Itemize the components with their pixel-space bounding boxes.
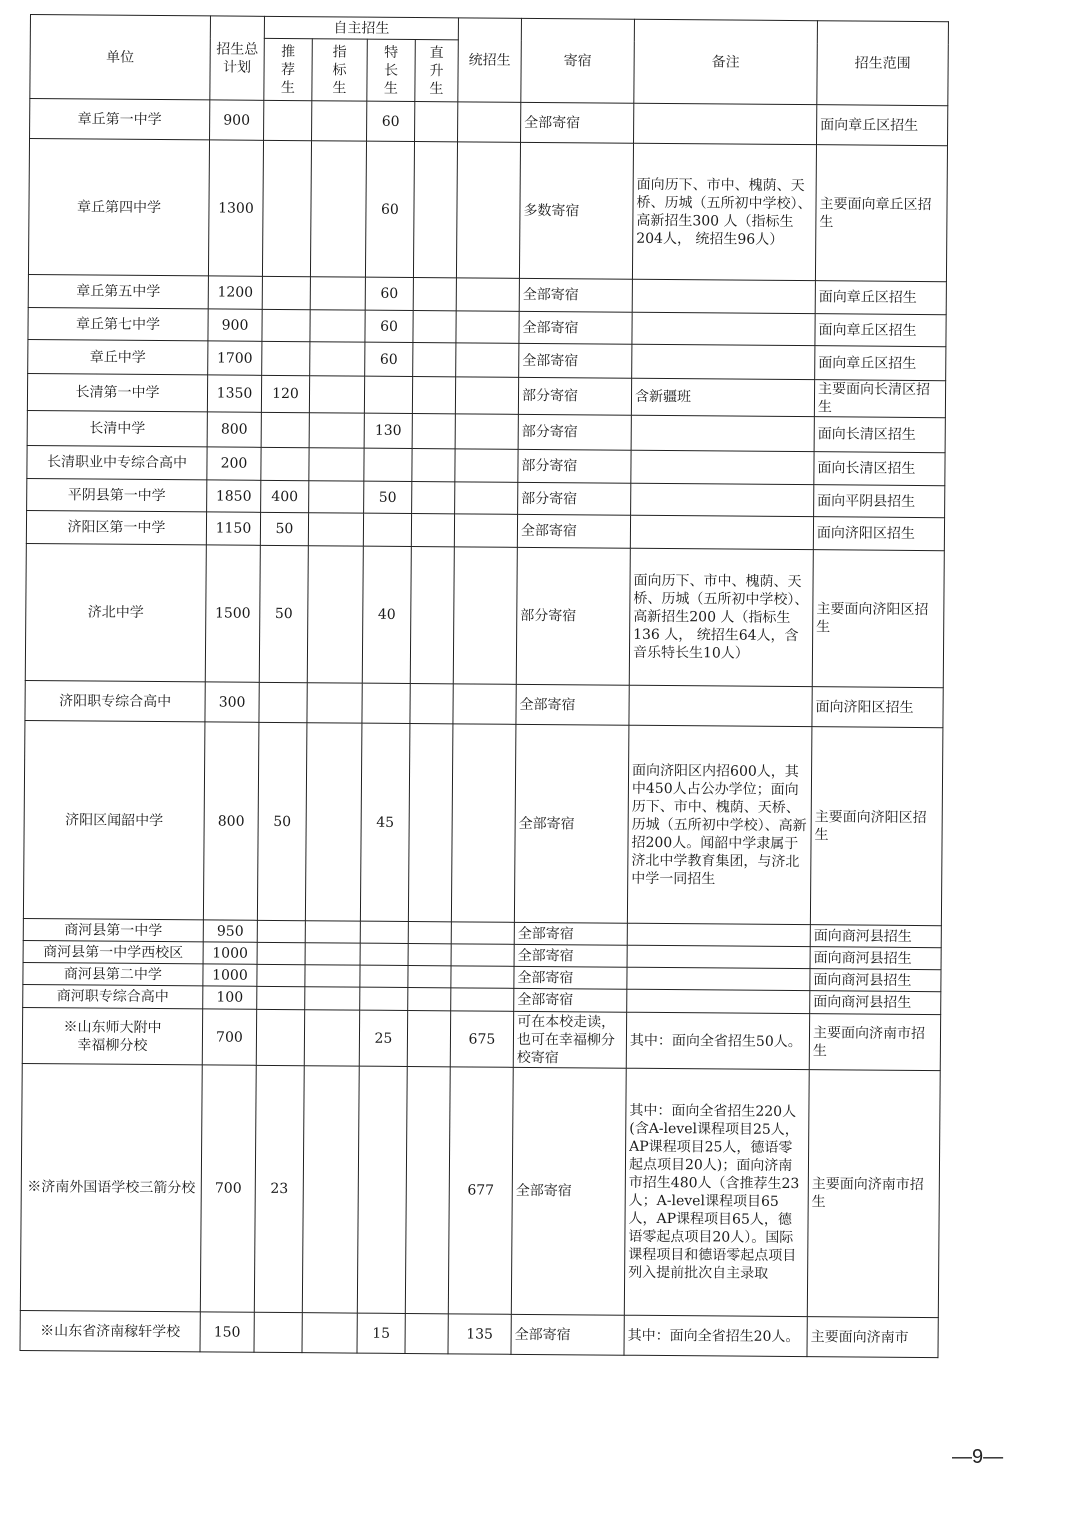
total-cell: 1300 — [208, 140, 263, 276]
direct-cell — [407, 1010, 450, 1066]
unified-cell — [456, 142, 520, 278]
boarding-cell: 部分寄宿 — [518, 482, 631, 515]
total-cell: 1500 — [205, 545, 260, 682]
recommended-cell — [264, 100, 312, 140]
quota-cell — [307, 683, 362, 723]
specialty-cell: 60 — [367, 101, 415, 141]
header-total-plan-text: 招生总计划 — [216, 40, 259, 76]
total-cell: 800 — [207, 412, 261, 447]
unified-cell — [451, 724, 516, 922]
scope-cell: 面向平阴县招生 — [814, 485, 945, 518]
scope-cell: 主要面向济南市 — [807, 1317, 938, 1358]
total-cell: 300 — [205, 682, 259, 722]
header-boarding: 寄宿 — [521, 18, 635, 103]
specialty-cell — [360, 965, 408, 987]
recommended-cell: 400 — [261, 480, 309, 512]
direct-cell — [405, 1066, 450, 1313]
total-cell: 900 — [208, 309, 262, 341]
unit-cell: 章丘第五中学 — [28, 274, 208, 308]
remarks-cell — [632, 279, 815, 313]
recommended-cell: 120 — [261, 375, 309, 412]
table-row — [28, 139, 947, 282]
remarks-cell: 其中：面向全省招生50人。 — [626, 1012, 809, 1069]
unit-cell: 章丘中学 — [28, 339, 208, 374]
table-row — [20, 1310, 938, 1357]
remarks-cell: 面向历下、市中、槐荫、天桥、历城（五所初中学校）、高新招生300 人（指标生204人， 统招生96人） — [632, 143, 816, 280]
remarks-cell — [631, 450, 814, 484]
quota-cell — [309, 376, 364, 413]
specialty-cell — [363, 513, 411, 546]
header-specialty-text: 特长生 — [383, 44, 399, 97]
unit-cell: 章丘第一中学 — [30, 99, 210, 140]
quota-cell — [305, 921, 360, 943]
recommended-cell — [257, 920, 305, 942]
recommended-cell — [261, 447, 309, 480]
header-direct-text: 直升生 — [429, 44, 444, 97]
unified-cell — [455, 482, 518, 514]
unit-cell: ※山东省济南稼轩学校 — [20, 1310, 200, 1351]
unified-cell — [451, 922, 514, 944]
scope-cell: 主要面向章丘区招生 — [815, 145, 947, 282]
scope-cell: 面向长清区招生 — [814, 452, 945, 486]
quota-cell — [310, 310, 365, 342]
quota-cell — [309, 413, 364, 448]
direct-cell — [412, 449, 455, 482]
recommended-cell: 50 — [260, 512, 308, 545]
unit-cell: 商河县第一中学 — [23, 918, 203, 941]
direct-cell — [408, 987, 451, 1010]
total-cell: 700 — [200, 1065, 256, 1312]
header-total-plan — [210, 16, 265, 100]
recommended-cell: 23 — [254, 1065, 304, 1312]
total-cell: 1350 — [207, 375, 261, 412]
boarding-cell: 多数寄宿 — [519, 142, 633, 279]
remarks-cell: 含新疆班 — [631, 378, 814, 416]
scope-cell: 面向商河县招生 — [810, 947, 941, 970]
header-self-enroll: 自主招生 — [264, 16, 458, 40]
quota-cell — [309, 481, 364, 513]
quota-cell — [312, 101, 367, 141]
unit-cell: 章丘第七中学 — [28, 307, 208, 340]
total-cell: 700 — [202, 1009, 256, 1065]
quota-cell — [302, 1066, 359, 1313]
quota-cell — [305, 723, 362, 921]
total-cell: 950 — [203, 920, 257, 942]
unit-cell: 商河县第一中学西校区 — [23, 940, 203, 963]
direct-cell — [408, 921, 451, 943]
boarding-cell: 全部寄宿 — [519, 343, 632, 378]
boarding-cell: 部分寄宿 — [516, 547, 630, 685]
scope-cell: 面向章丘区招生 — [815, 314, 946, 347]
quota-cell — [309, 448, 364, 481]
header-unit: 单位 — [30, 15, 211, 100]
direct-cell — [413, 311, 456, 343]
boarding-cell: 全部寄宿 — [514, 724, 629, 923]
direct-cell — [413, 278, 456, 311]
boarding-cell: 全部寄宿 — [517, 514, 630, 548]
unified-cell: 677 — [448, 1067, 513, 1314]
total-cell: 900 — [210, 100, 264, 140]
table-row — [22, 1007, 940, 1070]
header-recommended — [264, 38, 312, 100]
specialty-cell: 60 — [365, 277, 413, 310]
scope-cell: 主要面向长清区招生 — [814, 380, 945, 418]
unit-cell: 章丘第四中学 — [28, 139, 209, 276]
specialty-cell: 25 — [359, 1010, 407, 1066]
remarks-cell — [634, 103, 817, 144]
unit-cell: 济北中学 — [25, 543, 206, 681]
quota-cell — [305, 987, 360, 1010]
recommended-cell — [261, 412, 309, 447]
specialty-cell — [357, 1066, 407, 1313]
recommended-cell: 50 — [259, 545, 308, 682]
unit-cell: ※济南外国语学校三箭分校 — [20, 1063, 202, 1311]
total-cell: 150 — [200, 1312, 254, 1352]
specialty-cell: 45 — [360, 723, 410, 921]
boarding-cell: 全部寄宿 — [511, 1314, 624, 1355]
quota-cell — [305, 943, 360, 965]
total-cell: 1850 — [207, 480, 261, 512]
boarding-cell: 可在本校走读，也可在幸福柳分校寄宿 — [513, 1011, 626, 1068]
unified-cell — [456, 343, 519, 377]
specialty-cell: 15 — [357, 1313, 405, 1353]
header-scope: 招生范围 — [817, 21, 949, 106]
unit-cell: 长清中学 — [27, 410, 207, 446]
direct-cell — [408, 965, 451, 987]
direct-cell — [412, 377, 455, 414]
header-unified: 统招生 — [458, 18, 522, 102]
header-quota — [312, 39, 367, 101]
specialty-cell: 40 — [362, 546, 411, 683]
unified-cell — [453, 684, 516, 724]
specialty-cell: 50 — [364, 481, 412, 513]
scope-cell: 面向商河县招生 — [810, 991, 941, 1015]
scope-cell: 主要面向济南市招生 — [809, 1014, 940, 1071]
remarks-cell — [629, 685, 812, 726]
scope-cell: 面向章丘区招生 — [815, 346, 946, 381]
remarks-cell — [631, 415, 814, 451]
unit-cell: 济阳区闻韶中学 — [23, 720, 205, 919]
direct-cell — [413, 142, 457, 278]
unified-cell — [451, 966, 514, 988]
header-recommended-text: 推荐生 — [280, 43, 296, 96]
unified-cell — [454, 514, 517, 547]
boarding-cell: 全部寄宿 — [514, 966, 627, 989]
direct-cell — [411, 514, 454, 547]
unified-cell — [451, 988, 514, 1011]
quota-cell — [308, 513, 363, 546]
scope-cell: 面向济阳区招生 — [813, 517, 944, 551]
table-row — [20, 1063, 940, 1317]
boarding-cell: 全部寄宿 — [519, 278, 632, 312]
page-number: —9— — [952, 1446, 1004, 1468]
scope-cell: 面向章丘区招生 — [816, 105, 947, 146]
quota-cell — [307, 546, 363, 683]
table-row — [25, 543, 944, 687]
remarks-cell: 其中：面向全省招生220人(含A-level课程项目25人，AP课程项目25人，德语零起点项目20人)；面向济南市招生480人（含推荐生23人；A-level课程项目65人，AP课程项目65人，德语零起点项目20人）。国际课程项目和德语零起点项目列入提前批次自主录取 — [624, 1068, 809, 1316]
unit-cell: 商河县第二中学 — [23, 962, 203, 985]
specialty-cell — [364, 448, 412, 481]
unit-cell: 长清第一中学 — [27, 373, 207, 411]
unified-cell — [456, 278, 519, 311]
boarding-cell: 部分寄宿 — [518, 414, 631, 450]
direct-cell — [413, 343, 456, 377]
direct-cell — [412, 482, 455, 514]
specialty-cell — [360, 943, 408, 965]
boarding-cell: 部分寄宿 — [518, 449, 631, 483]
total-cell: 200 — [207, 447, 261, 480]
specialty-cell: 60 — [365, 310, 413, 342]
quota-cell — [304, 1010, 359, 1066]
unified-cell — [451, 944, 514, 966]
boarding-cell: 全部寄宿 — [521, 102, 634, 143]
quota-cell — [305, 965, 360, 987]
unit-cell: 济阳区第一中学 — [26, 510, 206, 544]
remarks-cell — [627, 989, 810, 1013]
boarding-cell: 全部寄宿 — [519, 311, 632, 344]
boarding-cell: 全部寄宿 — [516, 684, 629, 725]
remarks-cell — [627, 967, 810, 990]
remarks-cell — [627, 923, 810, 946]
unified-cell — [455, 414, 518, 449]
boarding-cell: 全部寄宿 — [511, 1067, 626, 1315]
recommended-cell — [262, 140, 311, 276]
scope-cell: 主要面向济阳区招生 — [812, 550, 944, 688]
header-specialty — [367, 39, 415, 101]
remarks-cell: 面向历下、市中、槐荫、天桥、历城（五所初中学校）、高新招生200 人（指标生136 人， 统招生64人，含音乐特长生10人） — [629, 548, 813, 686]
quota-cell — [310, 141, 366, 277]
recommended-cell — [257, 986, 305, 1009]
unit-cell: 平阴县第一中学 — [27, 478, 207, 511]
specialty-cell — [364, 376, 412, 413]
table-row — [23, 720, 943, 925]
unified-cell — [456, 311, 519, 343]
unit-cell: ※山东师大附中幸福柳分校 — [22, 1007, 202, 1064]
table-body — [20, 99, 948, 1358]
unit-cell: 济阳职专综合高中 — [25, 680, 205, 721]
total-cell: 100 — [203, 986, 257, 1009]
scope-cell: 面向长清区招生 — [814, 417, 945, 453]
remarks-cell — [632, 344, 815, 379]
total-cell: 1000 — [203, 964, 257, 986]
unified-cell — [453, 547, 517, 684]
direct-cell — [415, 102, 458, 142]
specialty-cell — [360, 921, 408, 943]
specialty-cell: 60 — [365, 342, 413, 376]
direct-cell — [410, 684, 453, 724]
total-cell: 1150 — [206, 512, 260, 545]
remarks-cell — [627, 945, 810, 968]
recommended-cell — [257, 964, 305, 986]
specialty-cell — [362, 683, 410, 723]
total-cell: 1700 — [208, 341, 262, 375]
unit-cell: 商河职专综合高中 — [23, 984, 203, 1008]
scope-cell: 面向济阳区招生 — [812, 687, 943, 728]
unified-cell — [455, 377, 518, 414]
quota-cell — [310, 342, 365, 376]
header-quota-text: 指标生 — [332, 43, 347, 96]
quota-cell — [310, 277, 365, 310]
recommended-cell — [262, 341, 310, 375]
boarding-cell: 全部寄宿 — [514, 988, 627, 1012]
direct-cell — [408, 724, 453, 922]
scope-cell: 主要面向济南市招生 — [807, 1070, 940, 1318]
recommended-cell — [259, 682, 307, 722]
remarks-cell — [632, 312, 815, 345]
total-cell: 1000 — [203, 942, 257, 964]
specialty-cell: 60 — [365, 141, 414, 277]
recommended-cell — [254, 1312, 302, 1352]
specialty-cell: 130 — [364, 413, 412, 448]
header-direct — [415, 40, 458, 102]
recommended-cell — [256, 1009, 304, 1065]
boarding-cell: 全部寄宿 — [514, 944, 627, 967]
remarks-cell: 面向济阳区内招600人，其中450人占公办学位；面向历下、市中、槐荫、天桥、历城（五所初中学校）、高新招200人。闻韶中学隶属于济北中学教育集团，与济北中学一同招生 — [627, 725, 812, 924]
unified-cell — [458, 102, 521, 142]
recommended-cell: 50 — [257, 722, 307, 920]
remarks-cell: 其中：面向全省招生20人。 — [624, 1315, 807, 1356]
boarding-cell: 全部寄宿 — [514, 922, 627, 945]
recommended-cell — [262, 309, 310, 341]
total-cell: 800 — [203, 722, 259, 920]
specialty-cell — [360, 987, 408, 1010]
direct-cell — [412, 414, 455, 449]
scope-cell: 面向章丘区招生 — [815, 281, 946, 315]
direct-cell — [410, 547, 454, 684]
scope-cell: 主要面向济阳区招生 — [810, 727, 943, 926]
unified-cell: 675 — [450, 1011, 513, 1067]
unified-cell: 135 — [448, 1314, 511, 1354]
unit-cell: 长清职业中专综合高中 — [27, 445, 207, 479]
recommended-cell — [262, 276, 310, 309]
remarks-cell — [631, 483, 814, 516]
scope-cell: 面向商河县招生 — [810, 925, 941, 948]
direct-cell — [408, 943, 451, 965]
quota-cell — [302, 1313, 357, 1353]
scope-cell: 面向商河县招生 — [810, 969, 941, 992]
boarding-cell: 部分寄宿 — [518, 377, 631, 415]
header-remarks: 备注 — [634, 19, 818, 104]
unified-cell — [455, 449, 518, 482]
enrollment-plan-table — [19, 14, 948, 1358]
direct-cell — [405, 1313, 448, 1353]
recommended-cell — [257, 942, 305, 964]
remarks-cell — [630, 515, 813, 549]
total-cell: 1200 — [208, 276, 262, 309]
